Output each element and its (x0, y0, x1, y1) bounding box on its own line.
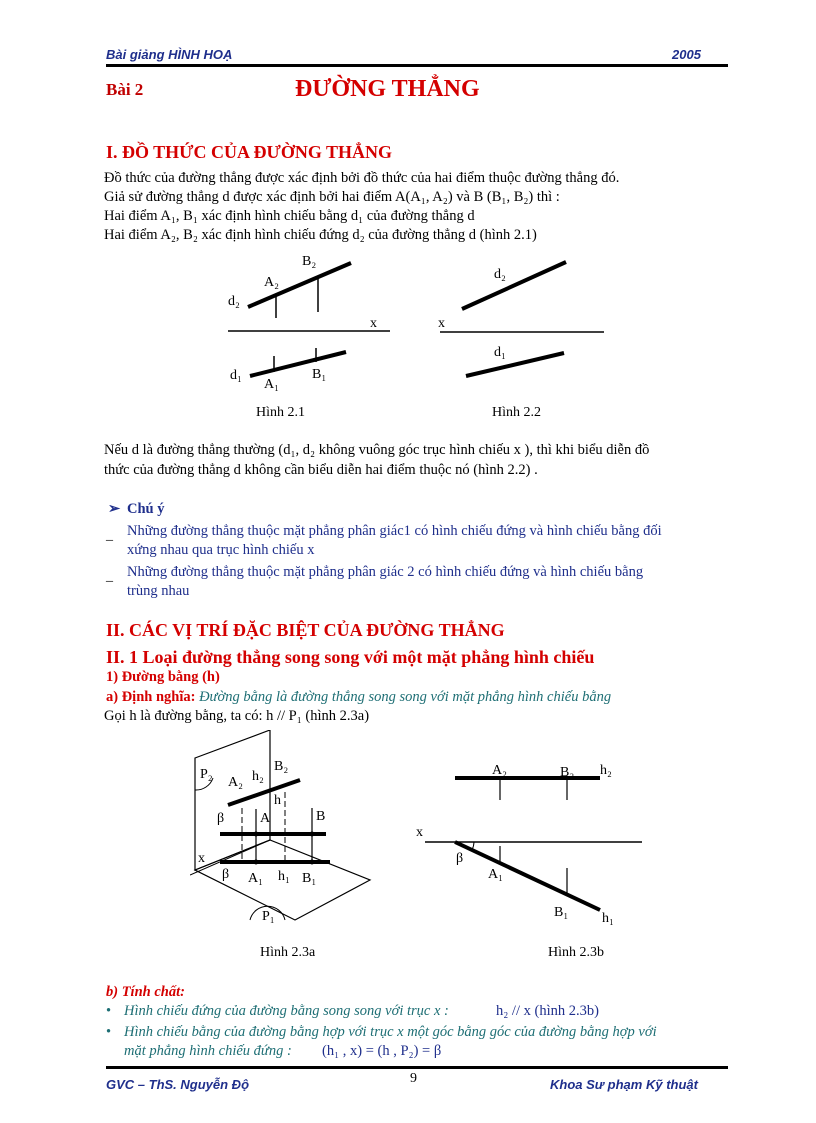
page-number: 9 (410, 1071, 417, 1086)
lesson-title: ĐƯỜNG THẲNG (295, 76, 480, 102)
header-course-title: Bài giảng HÌNH HOẠ (106, 47, 233, 62)
property-1: Hình chiếu đứng của đường bằng song song với trục x : (124, 1003, 449, 1019)
figure-2-1 (220, 252, 400, 422)
property-2-line: mặt phẳng hình chiếu đứng : (124, 1043, 292, 1059)
label-b2: B₂ (560, 765, 575, 780)
label-b1: B₁ (302, 871, 317, 886)
bullet-dot-icon: • (106, 1024, 112, 1040)
definition (106, 688, 611, 707)
plane-p2 (195, 730, 270, 870)
label-a1: A₁ (248, 871, 263, 886)
label-h2: h₂ (600, 763, 612, 778)
footer-faculty: Khoa Sư phạm Kỹ thuật (550, 1077, 698, 1092)
header-year: 2005 (672, 47, 701, 62)
dash-bullet: _ (106, 569, 113, 584)
goi-line: Gọi h là đường bằng, ta có: h // P₁ (hình 2.3a) (104, 708, 370, 724)
label-b1: B₁ (554, 905, 569, 920)
line-h1 (455, 842, 600, 910)
figure-2-3a (190, 730, 400, 960)
label-x: x (198, 851, 205, 866)
label-h1: h₁ (602, 911, 614, 926)
label-a2: A₂ (264, 275, 279, 290)
section1-heading: I. ĐỒ THỨC CỦA ĐƯỜNG THẲNG (106, 142, 393, 162)
section1-line: Giả sử đường thẳng d được xác định bởi hai điểm A(A₁, A₂) và B (B₁, B₂) thì : (104, 189, 560, 205)
note-title: Chú ý (127, 501, 165, 517)
label-x: x (370, 316, 377, 331)
label-d2: d₂ (494, 267, 506, 282)
property-2-line: Hình chiếu bằng của đường bằng hợp với trục x một góc bằng góc của đường bằng hợp với (124, 1024, 657, 1040)
properties-label: b) Tính chất: (106, 984, 185, 1000)
figure-2-3b (410, 750, 650, 960)
section2-subheading: II. 1 Loại đường thẳng song song với một mặt phẳng hình chiếu (106, 647, 595, 667)
label-beta: β (456, 851, 464, 866)
label-a1: A₁ (488, 867, 503, 882)
figure-2-2 (430, 252, 620, 422)
label-b2: B₂ (302, 254, 317, 269)
label-beta-lower: β (222, 867, 230, 882)
line-d1 (250, 352, 346, 376)
label-x: x (438, 316, 445, 331)
dash-bullet: _ (106, 528, 113, 543)
property-1-formula: h₂ // x (hình 2.3b) (496, 1003, 599, 1019)
section1-line: Đồ thức của đường thẳng được xác định bởi đồ thức của hai điểm thuộc đường thẳng đó. (104, 170, 620, 186)
bullet-dot-icon: • (106, 1003, 112, 1019)
label-b: B (316, 809, 326, 824)
label-p2: P₂ (200, 767, 213, 782)
caption-2-2: Hình 2.2 (492, 405, 541, 420)
section1-line: Hai điểm A₁, B₁ xác định hình chiếu bằng d₁ của đường thẳng d (104, 208, 475, 224)
section1-para-line: Nếu d là đường thẳng thường (d₁, d₂ không vuông góc trục hình chiếu x ), thì khi biểu diễn đồ (104, 442, 650, 458)
label-a: A (260, 811, 271, 826)
note-line: Những đường thẳng thuộc mặt phẳng phân giác1 có hình chiếu đứng và hình chiếu bằng đối (127, 523, 662, 539)
footer-author: GVC – ThS. Nguyễn Độ (106, 1077, 250, 1092)
arrow-bullet-icon: ➢ (108, 501, 121, 517)
definition-label: a) Định nghĩa: (106, 689, 196, 705)
label-h: h (274, 793, 281, 808)
section1-line: Hai điểm A₂, B₂ xác định hình chiếu đứng d₂ của đường thẳng d (hình 2.1) (104, 227, 537, 243)
label-a2: A₂ (228, 775, 243, 790)
label-h1: h₁ (278, 869, 290, 884)
section1-para-line: thức của đường thẳng d không cần biểu diễn hai điểm thuộc nó (hình 2.2) . (104, 462, 538, 478)
section2-heading: II. CÁC VỊ TRÍ ĐẶC BIỆT CỦA ĐƯỜNG THẲNG (106, 620, 505, 640)
label-x: x (416, 825, 423, 840)
label-b1: B₁ (312, 367, 327, 382)
lesson-label: Bài 2 (106, 80, 144, 99)
label-d2: d₂ (228, 294, 240, 309)
label-b2: B₂ (274, 759, 289, 774)
note-line: Những đường thẳng thuộc mặt phẳng phân giác 2 có hình chiếu đứng và hình chiếu bằng (127, 564, 644, 580)
property-2-formula: (h₁ , x) = (h , P₂) = β (322, 1043, 442, 1059)
label-d1: d₁ (494, 345, 506, 360)
label-d1: d₁ (230, 368, 242, 383)
label-beta-upper: β (217, 811, 225, 826)
header-rule (106, 64, 728, 67)
label-p1: P₁ (262, 909, 275, 924)
item-heading: 1) Đường bằng (h) (106, 669, 220, 685)
note-line: trùng nhau (127, 583, 190, 599)
footer-rule (106, 1066, 728, 1069)
caption-2-3b: Hình 2.3b (548, 945, 604, 960)
caption-2-3a: Hình 2.3a (260, 945, 316, 960)
definition-text: Đường bằng là đường thẳng song song với mặt phẳng hình chiếu bằng (199, 689, 612, 705)
label-a1: A₁ (264, 377, 279, 392)
note-line: xứng nhau qua trục hình chiếu x (127, 542, 315, 558)
caption-2-1: Hình 2.1 (256, 405, 305, 420)
line-d1 (466, 353, 564, 376)
label-h2: h₂ (252, 769, 264, 784)
label-a2: A₂ (492, 763, 507, 778)
line-d2 (462, 262, 566, 309)
